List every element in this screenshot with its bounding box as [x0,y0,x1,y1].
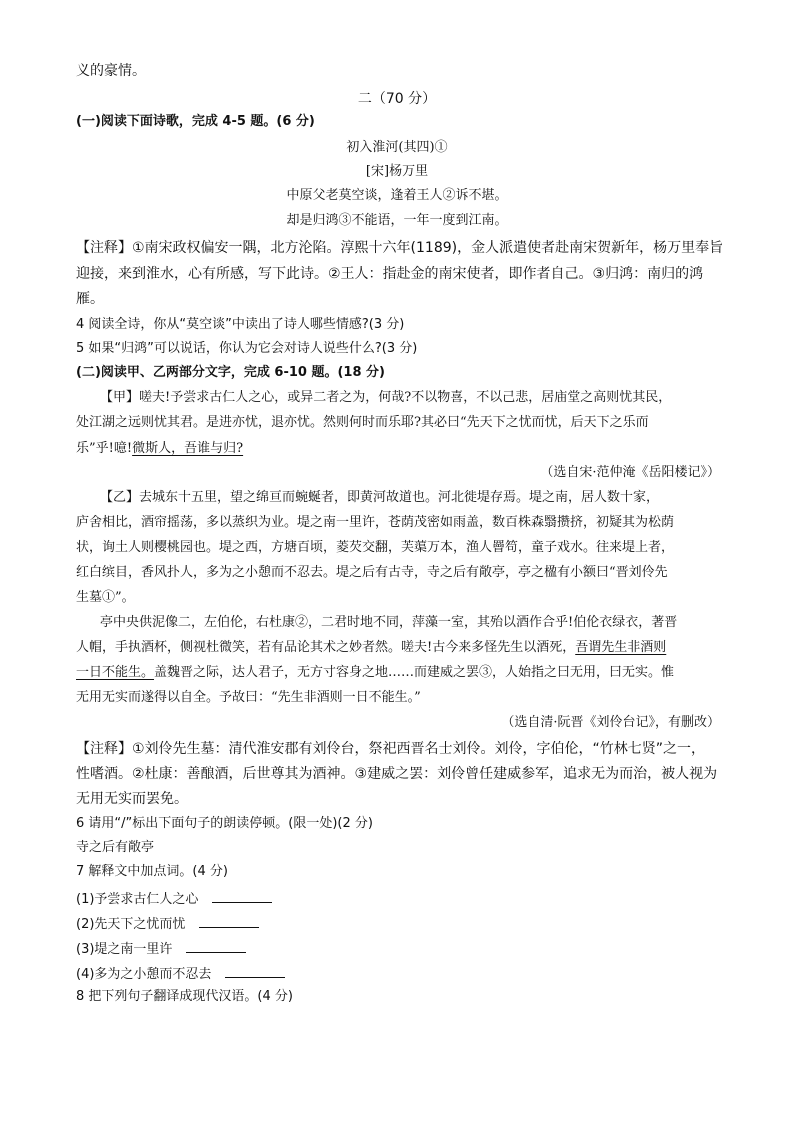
passage-yi-line: 生墓①”。 [76,590,135,605]
note-line: 【注释】①刘伶先生墓：清代淮安郡有刘伶台，祭祀西晋名士刘伶。刘伶，字伯伦，“竹林七贤”之一， [76,741,706,757]
passage-jia-line: 处江湖之远则忧其君。是进亦忧，退亦忧。然则何时而乐耶?其必曰“先天下之忧而忧，后天下之乐而 [76,415,649,430]
underlined-sentence: 吾谓先生非酒则 [575,640,667,655]
note-line: 无用无实而罢免。 [76,791,188,807]
note-line: 性嗜酒。②杜康：善酿酒，后世尊其为酒神。③建威之罢：刘伶曾任建威参军，追求无为而治，被人视为 [76,766,718,782]
underlined-sentence: 微斯人，吾谁与归? [132,441,244,456]
passage-yi-line: 【乙】去城东十五里，望之绵亘而蜿蜒者，即黄河故道也。河北徙堤存焉。堤之南，居人数十家， [100,490,660,505]
poem-author: [宋]杨万里 [365,164,429,179]
section-title: 二（70 分） [357,91,437,107]
passage-yi-line: 庐舍相比，酒帘摇荡，多以蒸织为业。堤之南一里许，苍荫茂密如雨盖，数百株森翳攒挤，初疑其为松荫 [76,515,675,530]
poem-line: 中原父老莫空谈，逢着王人②诉不堪。 [286,188,508,203]
question-7: 7 解释文中加点词。(4 分) [76,864,228,879]
question-7-item: (2)先天下之忧而忧 [76,914,259,934]
note-line: 雁。 [76,291,104,307]
answer-blank[interactable] [225,964,285,978]
question-4: 4 阅读全诗，你从“莫空谈”中读出了诗人哪些情感?(3 分) [76,317,405,332]
poem-line: 却是归鸿③不能语，一年一度到江南。 [286,213,508,228]
question-7-item: (3)堤之南一里许 [76,939,246,959]
question-6-sentence: 寺之后有敞亭 [76,840,155,855]
answer-blank[interactable] [186,939,246,953]
passage-yi-line: 无用无实而遂得以自全。予故曰：“先生非酒则一日不能生。” [76,690,421,705]
answer-blank[interactable] [212,889,272,903]
passage-yi-line: 状，询土人则樱桃园也。堤之西，方塘百顷，菱芡交翻，芙蕖万本，渔人罾笱，童子戏水。往来堤上者， [76,540,675,555]
question-8: 8 把下列句子翻译成现代汉语。(4 分) [76,989,293,1004]
passage-source: （选自清·阮晋《刘伶台记》，有删改） [501,715,720,730]
passage-jia-line: 乐”乎!噫!微斯人，吾谁与归? [76,441,244,456]
underlined-sentence: 一日不能生。 [76,665,155,680]
passage-yi-line: 一日不能生。盖魏晋之际，达人君子，无方寸容身之地……而建威之罢③，人始指之曰无用，曰无实。惟 [76,665,675,680]
question-5: 5 如果“归鸿”可以说话，你认为它会对诗人说些什么?(3 分) [76,341,418,356]
passage-jia-line: 【甲】嗟夫!予尝求古仁人之心，或异二者之为，何哉?不以物喜，不以己悲，居庙堂之高则忧其民， [100,390,672,405]
question-intro: (二)阅读甲、乙两部分文字，完成 6-10 题。(18 分) [76,365,385,380]
question-7-item: (4)多为之小憩而不忍去 [76,964,285,984]
poem-title: 初入淮河(其四)① [346,140,448,155]
answer-blank[interactable] [199,914,259,928]
question-7-item: (1)予尝求古仁人之心 [76,889,272,909]
note-line: 迎接，来到淮水，心有所感，写下此诗。②王人：指赴金的南宋使者，即作者自己。③归鸿：南归的鸿 [76,266,704,282]
passage-yi-line: 亭中央供泥像二，左伯伦，右杜康②，二君时地不同，萍藻一室，其殆以酒作合乎!伯伦衣绿衣，著晋 [100,615,678,630]
question-intro: (一)阅读下面诗歌，完成 4-5 题。(6 分) [76,114,315,129]
text-line: 义的豪情。 [76,63,146,79]
passage-source: （选自宋·范仲淹《岳阳楼记》） [540,465,720,480]
passage-yi-line: 人帽，手执酒杯，侧视杜微笑，若有品论其术之妙者然。嗟夫!古今来多怪先生以酒死，吾谓先生非酒则 [76,640,667,655]
question-6: 6 请用“/”标出下面句子的朗读停顿。(限一处)(2 分) [76,816,373,831]
note-line: 【注释】①南宋政权偏安一隅，北方沦陷。淳熙十六年(1189)，金人派遣使者赴南宋贺新年，杨万里奉旨 [76,240,724,256]
passage-yi-line: 红白缤目，香风扑人，多为之小憩而不忍去。堤之后有古寺，寺之后有敞亭，亭之楹有小额曰“晋刘伶先 [76,565,668,580]
